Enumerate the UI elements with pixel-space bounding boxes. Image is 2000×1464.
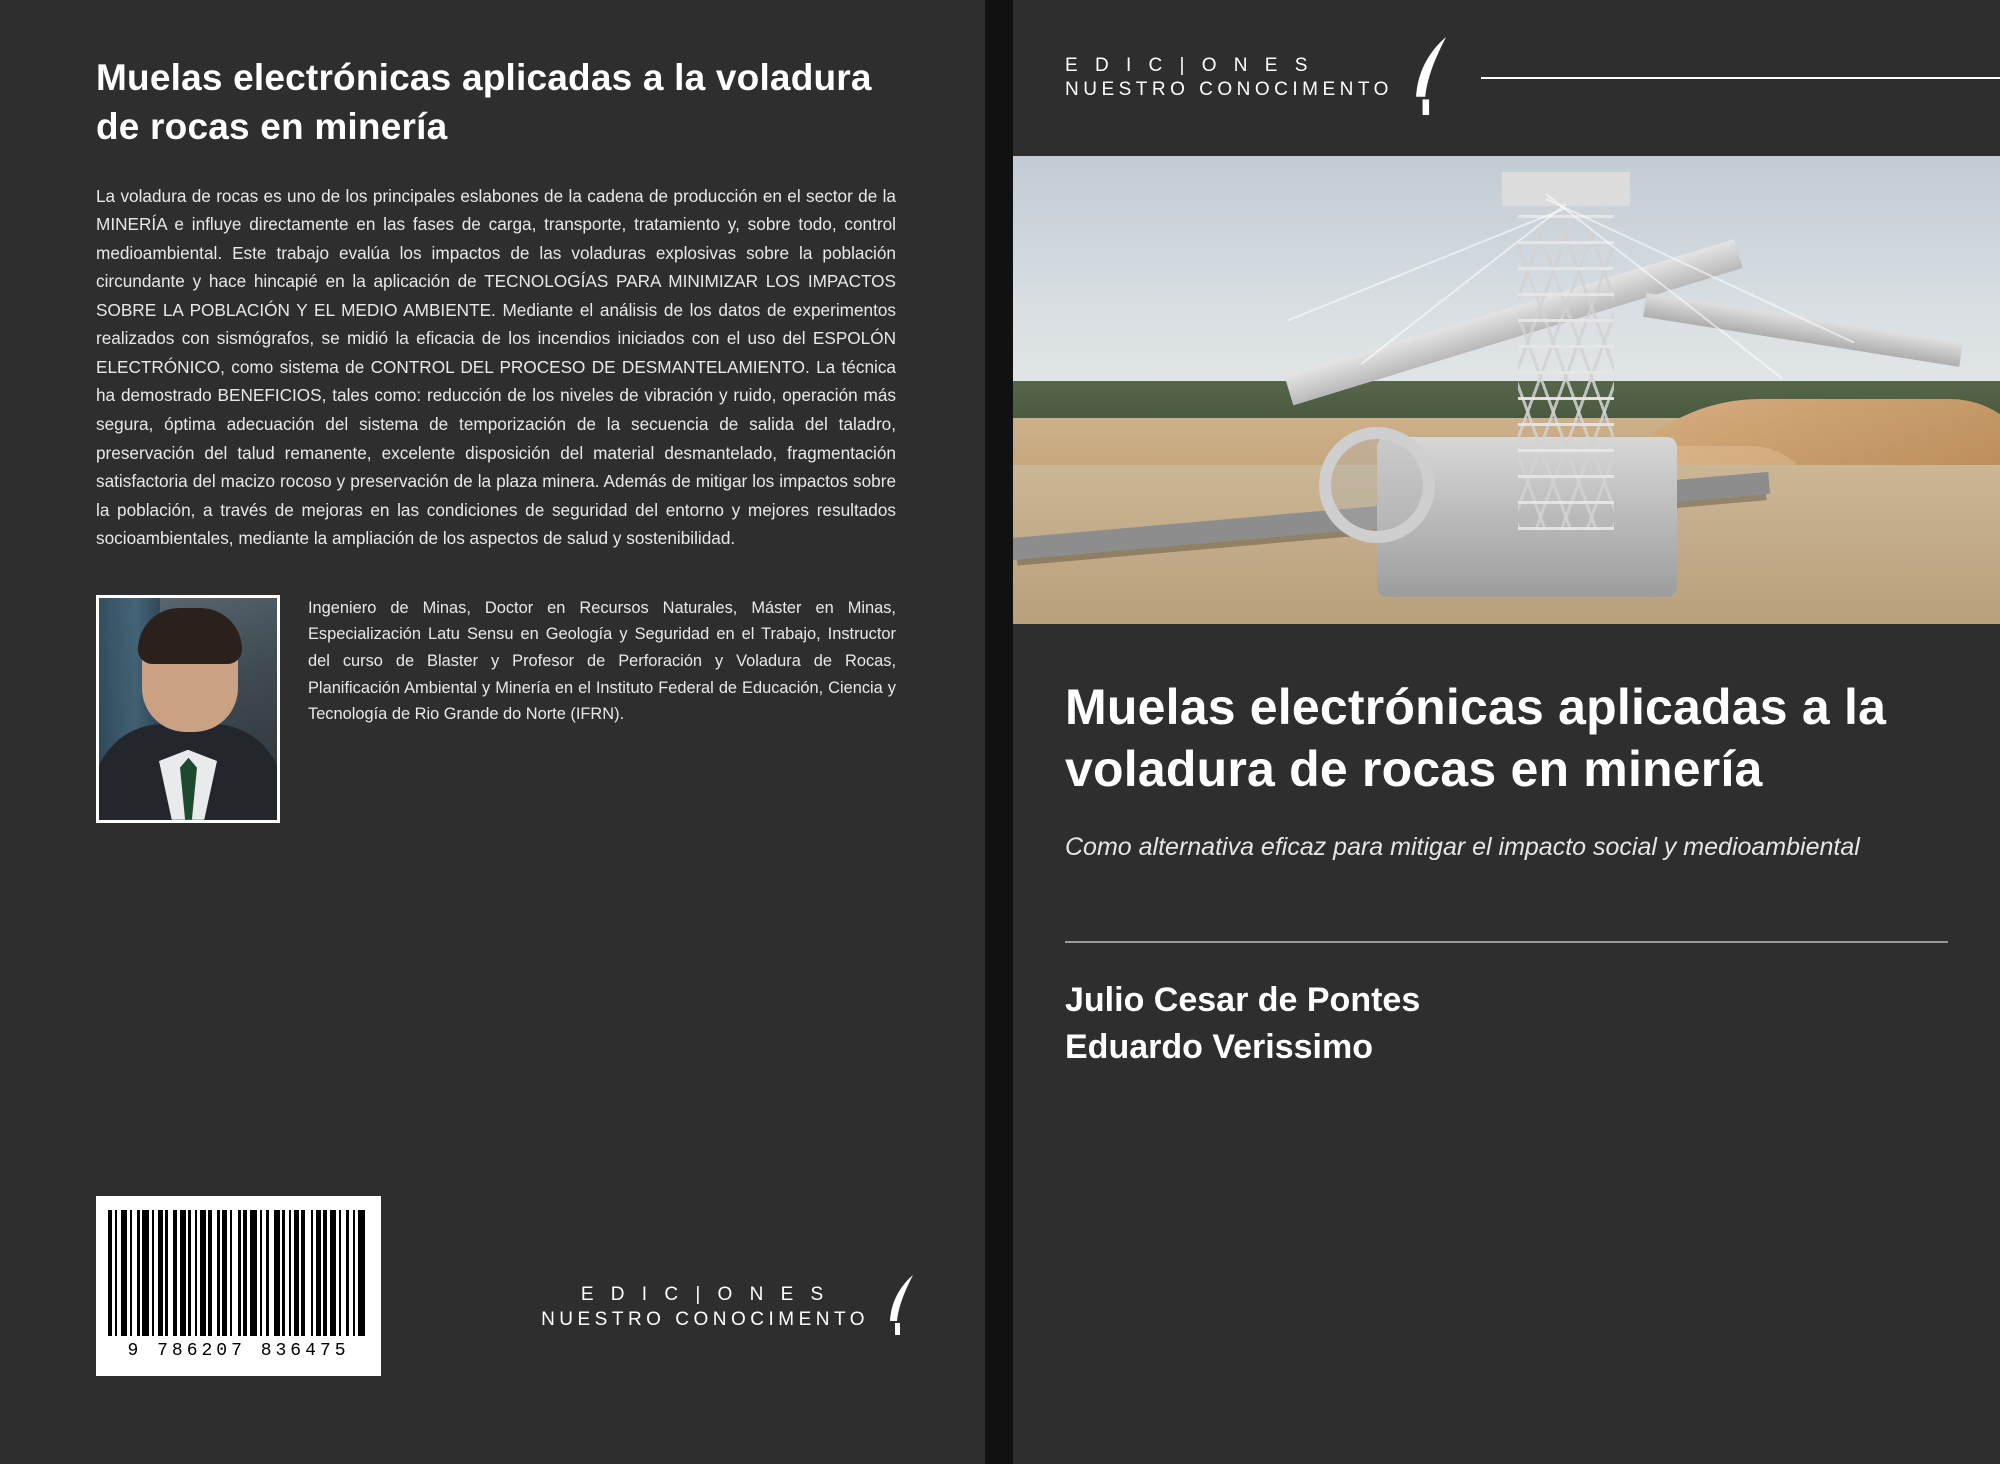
back-cover-title: Muelas electrónicas aplicadas a la voladura de rocas en minería	[96, 57, 872, 147]
back-cover	[0, 0, 985, 1464]
publisher-name-front	[1065, 54, 1393, 103]
photo-excavator-mast-top	[1502, 172, 1630, 206]
author-photo	[96, 595, 280, 823]
photo-hair	[138, 608, 242, 664]
author-bio: Ingeniero de Minas, Doctor en Recursos Naturales, Máster en Minas, Especialización Latu Sensu en Geología y Seguridad en el Trabajo, Instructor del curso de Blaster y Profesor de Perforación y Voladura de Rocas, Planificación Ambiental y Minería en el Instituto Federal de Educación, Ciencia y Tecnología de Rio Grande do Norte (IFRN).	[308, 598, 896, 724]
author-block	[96, 595, 896, 823]
photo-bucket-wheel	[1319, 427, 1435, 543]
front-cover-authors	[1065, 977, 1948, 1071]
book-spine	[985, 0, 1013, 1464]
publisher-name-top-front: E D I C | O N E S	[1065, 54, 1314, 76]
publisher-name-bottom-front: NUESTRO CONOCIMENTO	[1065, 79, 1393, 100]
isbn-number: 9 786207 836475	[127, 1341, 350, 1361]
quill-pen-icon-front	[1407, 33, 1459, 124]
author-name-1: Julio Cesar de Pontes	[1065, 981, 1421, 1019]
cover-photo	[1013, 156, 2000, 624]
publisher-name	[541, 1283, 869, 1332]
publisher-name-bottom: NUESTRO CONOCIMENTO	[541, 1308, 869, 1330]
back-cover-content	[96, 54, 933, 1434]
author-divider	[1065, 941, 1948, 943]
front-cover-subtitle: Como alternativa eficaz para mitigar el impacto social y medioambiental	[1065, 833, 1860, 861]
publisher-logo-back	[541, 1273, 923, 1342]
front-cover-content	[1013, 624, 2000, 1464]
isbn-barcode	[96, 1196, 381, 1376]
header-rule	[1481, 77, 2000, 79]
front-cover-title: Muelas electrónicas aplicadas a la voladura de rocas en minería	[1065, 679, 1887, 797]
back-cover-footer	[96, 1196, 933, 1376]
front-cover	[1013, 0, 2000, 1464]
back-cover-abstract: La voladura de rocas es uno de los principales eslabones de la cadena de producción en el sector de la MINERÍA e influye directamente en las fases de carga, transporte, tratamiento y, sobre todo, control medioambiental. Este trabajo evalúa los impactos de las voladuras explosivas sobre la población circundante y hace hincapié en la aplicación de TECNOLOGÍAS PARA MINIMIZAR LOS IMPACTOS SOBRE LA POBLACIÓN Y EL MEDIO AMBIENTE. Mediante el análisis de los datos de experimentos realizados con sismógrafos, se midió la eficacia de los incendios iniciados con el uso del ESPOLÓN ELECTRÓNICO, como sistema de CONTROL DEL PROCESO DE DESMANTELAMIENTO. La técnica ha demostrado BENEFICIOS, tales como: reducción de los niveles de vibración y ruido, operación más segura, óptima adecuación del sistema de temporización de la secuencia de salida del taladro, preservación del talud remanente, excelente disposición del material desmantelado, fragmentación satisfactoria del macizo rocoso y preservación de la plaza minera. Además de mitigar los impactos sobre la población, a través de mejoras en las condiciones de seguridad del entorno y mejores resultados socioambientales, mediante la ampliación de los aspectos de salud y sostenibilidad.	[96, 185, 896, 549]
author-name-2: Eduardo Verissimo	[1065, 1027, 1373, 1066]
barcode-bars	[108, 1210, 369, 1336]
quill-pen-icon	[883, 1273, 923, 1342]
publisher-logo-front	[1013, 0, 2000, 156]
publisher-name-top: E D I C | O N E S	[580, 1284, 830, 1306]
